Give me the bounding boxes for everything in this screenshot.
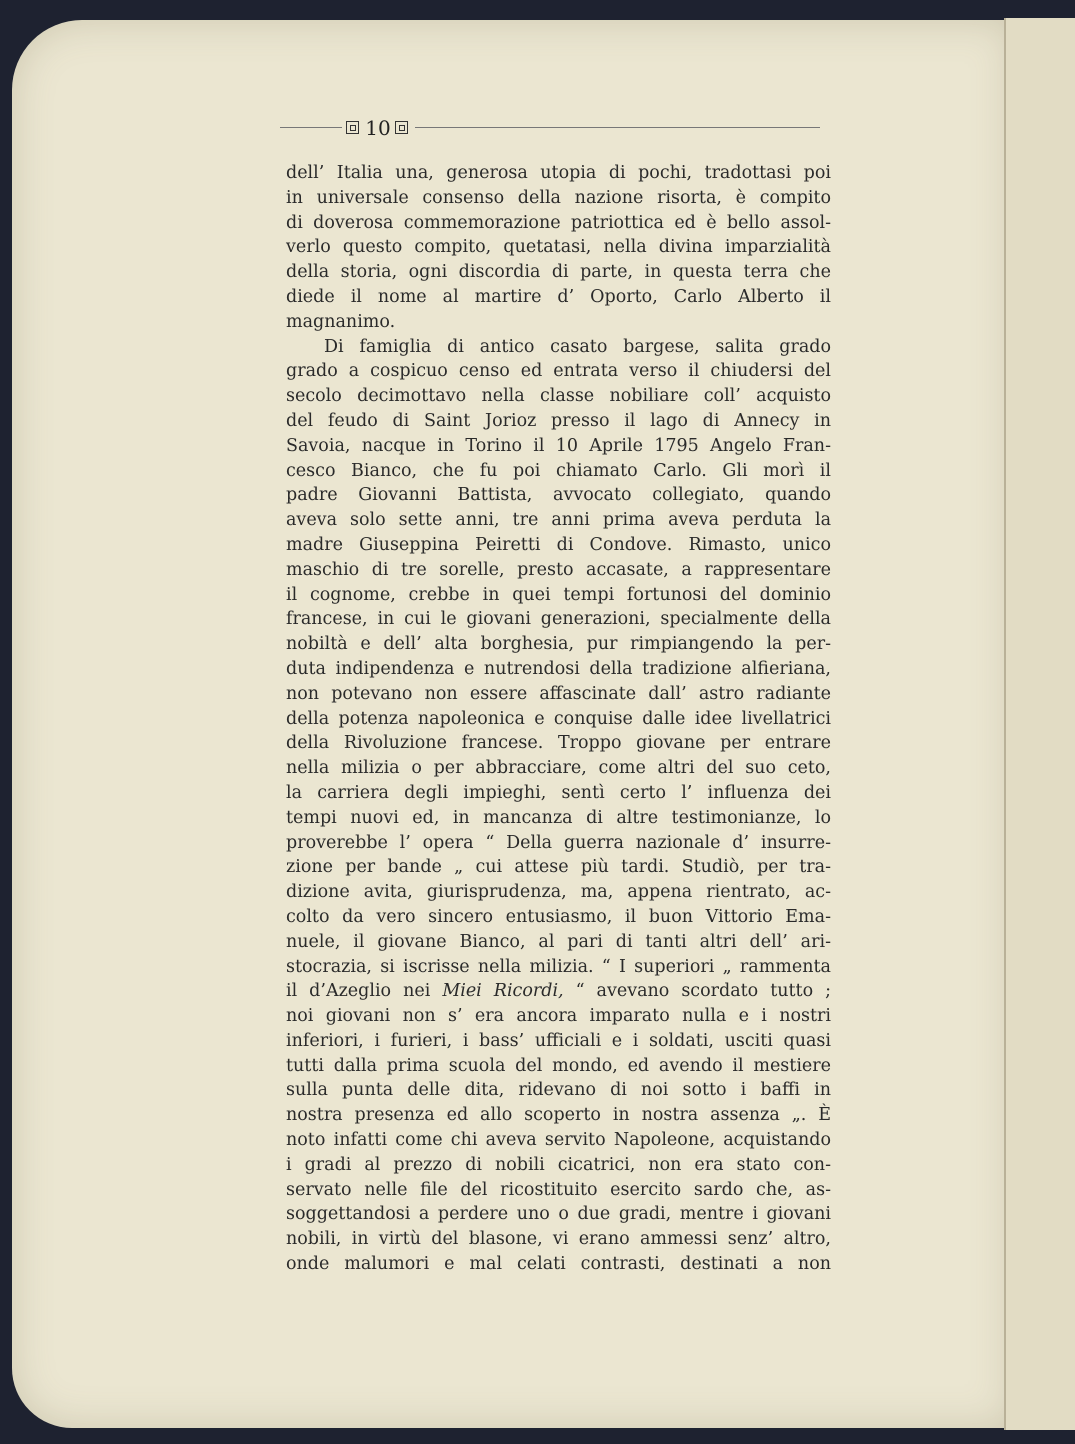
text-line: proverebbe l’ opera “ Della guerra nazionale d’ insurre-	[286, 832, 831, 853]
text-line: onde malumori e mal celati contrasti, destinati a non	[286, 1254, 831, 1275]
text-line: inferiori, i furieri, i bass’ ufficiali e i soldati, usciti quasi	[286, 1030, 831, 1051]
text-line: soggettandosi a perdere uno o due gradi, mentre i giovani	[286, 1204, 831, 1225]
square-ornament-icon	[395, 121, 408, 134]
page-header	[280, 118, 820, 140]
header-rule-right	[415, 127, 820, 128]
text-line: della potenza napoleonica e conquise dalle idee livellatrici	[286, 708, 831, 729]
text-line: in universale consenso della nazione risorta, è compito	[286, 187, 831, 208]
text-line: del feudo di Saint Jorioz presso il lago di Annecy in	[286, 410, 831, 431]
text-line: cesco Bianco, che fu poi chiamato Carlo. Gli morì il	[286, 460, 831, 481]
text-line: francese, in cui le giovani generazioni, specialmente della	[286, 609, 831, 630]
text-line: aveva solo sette anni, tre anni prima aveva perduta la	[286, 510, 831, 531]
text-line: della Rivoluzione francese. Troppo giovane per entrare	[286, 733, 831, 754]
page-number: 10	[365, 116, 391, 140]
text-line: Di famiglia di antico casato bargese, salita grado	[324, 336, 831, 357]
text-line: nuele, il giovane Bianco, al pari di tanti altri dell’ ari-	[286, 931, 831, 952]
text-line: diede il nome al martire d’ Oporto, Carlo Alberto il	[286, 286, 831, 307]
text-line: nobiltà e dell’ alta borghesia, pur rimpiangendo la per-	[286, 634, 831, 655]
text-line: Savoia, nacque in Torino il 10 Aprile 1795 Angelo Fran-	[286, 435, 831, 456]
text-line: maschio di tre sorelle, presto accasate, a rappresentare	[286, 559, 831, 580]
text-line: noto infatti come chi aveva servito Napoleone, acquistando	[286, 1130, 831, 1151]
square-ornament-icon	[346, 121, 359, 134]
text-fragment: il d’Azeglio nei	[286, 981, 431, 1002]
text-line: la carriera degli impieghi, sentì certo l’ influenza dei	[286, 782, 831, 803]
book-title-italic: Miei Ricordi,	[442, 981, 564, 1002]
text-line: colto da vero sincero entusiasmo, il buon Vittorio Ema-	[286, 906, 831, 927]
text-line: dell’ Italia una, generosa utopia di pochi, tradottasi poi	[286, 163, 831, 183]
text-line: padre Giovanni Battista, avvocato collegiato, quando	[286, 485, 831, 506]
text-line: noi giovani non s’ era ancora imparato nulla e i nostri	[286, 1006, 831, 1027]
text-line: grado a cospicuo censo ed entrata verso il chiudersi del	[286, 361, 831, 382]
text-line: della storia, ogni discordia di parte, in questa terra che	[286, 262, 831, 283]
text-line: magnanimo.	[286, 311, 396, 332]
text-line: madre Giuseppina Peiretti di Condove. Rimasto, unico	[286, 534, 831, 555]
text-line: secolo decimottavo nella classe nobiliare coll’ acquisto	[286, 386, 831, 407]
body-text	[286, 161, 831, 1277]
text-line: di doverosa commemorazione patriottica ed è bello assol-	[286, 212, 831, 233]
text-line: verlo questo compito, quetatasi, nella divina imparzialità	[286, 237, 831, 258]
text-line: tutti dalla prima scuola del mondo, ed avendo il mestiere	[286, 1055, 831, 1076]
text-line: dizione avita, giurisprudenza, ma, appena rientrato, ac-	[286, 882, 831, 903]
text-line: stocrazia, si iscrisse nella milizia. “ I superiori „ rammenta	[286, 956, 831, 977]
text-line-with-title	[286, 979, 831, 1004]
text-line: sulla punta delle dita, ridevano di noi sotto i baffi in	[286, 1080, 831, 1101]
text-line: nella milizia o per abbracciare, come altri del suo ceto,	[286, 758, 831, 779]
header-rule-left	[280, 127, 342, 128]
text-line: il cognome, crebbe in quei tempi fortunosi del dominio	[286, 584, 831, 605]
text-line: zione per bande „ cui attese più tardi. Studiò, per tra-	[286, 857, 831, 878]
text-line: duta indipendenza e nutrendosi della tradizione alfieriana,	[286, 658, 831, 679]
text-line: i gradi al prezzo di nobili cicatrici, non era stato con-	[286, 1154, 831, 1175]
text-fragment: “ avevano scordato tutto ;	[575, 981, 831, 1002]
text-line: servato nelle file del ricostituito esercito sardo che, as-	[286, 1179, 831, 1200]
text-line: non potevano non essere affascinate dall’ astro radiante	[286, 683, 831, 704]
adjacent-page-edge	[1004, 18, 1075, 1430]
text-line: tempi nuovi ed, in mancanza di altre testimonianze, lo	[286, 807, 831, 828]
text-line: nobili, in virtù del blasone, vi erano ammessi senz’ altro,	[286, 1229, 831, 1250]
text-line: nostra presenza ed allo scoperto in nostra assenza „. È	[286, 1105, 831, 1126]
